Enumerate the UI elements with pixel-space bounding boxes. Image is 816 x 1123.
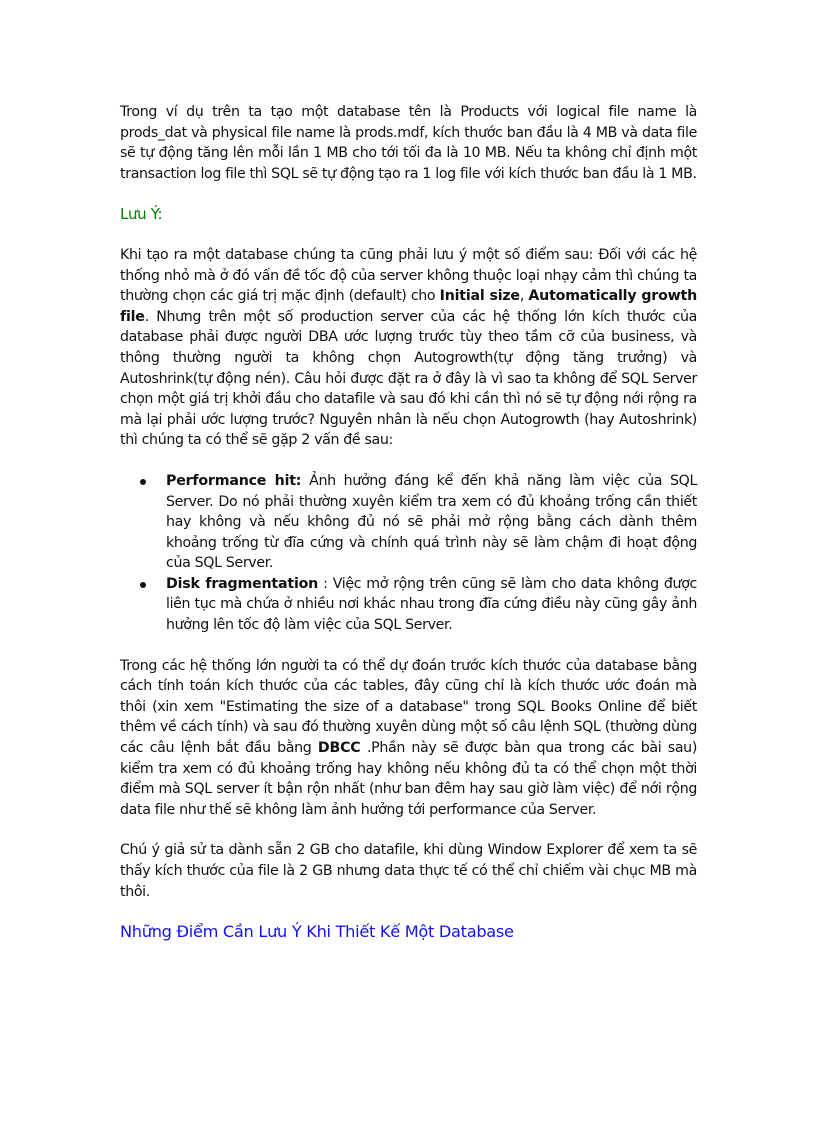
paragraph-intro: Trong ví dụ trên ta tạo một database tên là Products với logical file name là prods_dat và physical file name là prods.mdf, kích thước ban đầu là 4 MB và data file sẽ tự động tăng lên mỗi lần 1 MB cho tới tối đa là 10 MB. Nếu ta không chỉ định một transaction log file thì SQL sẽ tự động tạo ra 1 log file với kích thước ban đầu là 1 MB. bbox=[120, 104, 697, 182]
paragraph-estimation-text-a: Trong các hệ thống lớn người ta có thể dự đoán trước kích thước của database bằng cách tính toán kích thước của các tables, đây cũng chỉ là kích thước ước đoán mà thôi (xin xem "Estimating the size of a database" trong SQL Books Online để biết thêm về cách tính) và sau đó thường xuyên dùng một số câu lệnh SQL (thường dùng các câu lệnh bắt đầu bằng bbox=[120, 657, 697, 757]
term-dbcc: DBCC bbox=[317, 740, 361, 757]
paragraph-note-sep: , bbox=[519, 288, 529, 305]
term-automatically-growth-file: Automatically growth file bbox=[120, 288, 698, 325]
term-performance-hit: Performance hit: bbox=[166, 472, 302, 489]
spacer bbox=[120, 451, 697, 471]
bullet-icon bbox=[140, 582, 146, 588]
spacer bbox=[120, 636, 697, 656]
spacer bbox=[120, 820, 697, 840]
bullet-icon bbox=[140, 479, 146, 485]
term-disk-fragmentation: Disk fragmentation bbox=[166, 575, 319, 592]
list-item-text: : Việc mở rộng trên cũng sẽ làm cho data không được liên tục mà chứa ở nhiều nơi khác nhau trong đĩa cứng điều này cũng gây ảnh hưởng lên tốc độ làm việc của SQL Server. bbox=[166, 575, 697, 634]
list-item-text: Ảnh hưởng đáng kể đến khả năng làm việc của SQL Server. Do nó phải thường xuyên kiểm tra xem có đủ khoảng trống cần thiết hay không và nếu không đủ nó sẽ phải mở rộng bằng cách dành thêm khoảng trống từ đĩa cứng và chính quá trình này sẽ làm chậm đi hoạt động của SQL Server. bbox=[166, 472, 698, 572]
paragraph-estimation bbox=[120, 656, 697, 821]
paragraph-datafile-note: Chú ý giả sử ta dành sẵn 2 GB cho datafile, khi dùng Window Explorer để xem ta sẽ thấy kích thước của file là 2 GB nhưng data thực tế có thể chỉ chiếm vài chục MB mà thôi. bbox=[120, 842, 697, 900]
paragraph-note-text-c: . Nhưng trên một số production server của các hệ thống lớn kích thước của database phải được người DBA ước lượng trước tùy theo tầm cỡ của business, và thông thường người ta không chọn Autogrowth(tự động tăng trưởng) và Autoshrink(tự động nén). Câu hỏi được đặt ra ở đây là vì sao ta không để SQL Server chọn một giá trị khởi đầu cho datafile và sau đó khi cần thì nó sẽ tự động nới rộng ra mà lại phải ước lượng trước? Nguyên nhân là nếu chọn Autogrowth (hay Autoshrink) thì chúng ta có thể sẽ gặp 2 vấn đề sau: bbox=[120, 308, 697, 449]
paragraph-note bbox=[120, 245, 697, 451]
issues-list bbox=[120, 471, 697, 636]
note-heading: Lưu Ý: bbox=[120, 205, 163, 224]
paragraph-note-text-a: Khi tạo ra một database chúng ta cũng phải lưu ý một số điểm sau: Đối với các hệ thống nhỏ mà ở đó vấn đề tốc độ của server không thuộc loại nhạy cảm thì chúng ta thường chọn các giá trị mặc định (default) cho bbox=[120, 246, 697, 305]
list-item-performance-hit bbox=[120, 471, 697, 574]
document-body bbox=[120, 102, 697, 943]
list-item-disk-fragmentation bbox=[120, 574, 697, 636]
section-heading: Những Điểm Cần Lưu Ý Khi Thiết Kế Một Database bbox=[120, 922, 514, 942]
paragraph-estimation-text-c: .Phần này sẽ được bàn qua trong các bài sau) kiểm tra xem có đủ khoảng trống hay không nếu không đủ ta có thể chọn một thời điểm mà SQL server ít bận rộn nhất (như ban đêm hay sau giờ làm việc) để nới rộng data file như thế sẽ không làm ảnh hưởng tới performance của Server. bbox=[120, 740, 698, 818]
term-initial-size: Initial size bbox=[439, 288, 520, 305]
spacer bbox=[120, 902, 697, 922]
spacer bbox=[120, 184, 697, 204]
spacer bbox=[120, 225, 697, 245]
